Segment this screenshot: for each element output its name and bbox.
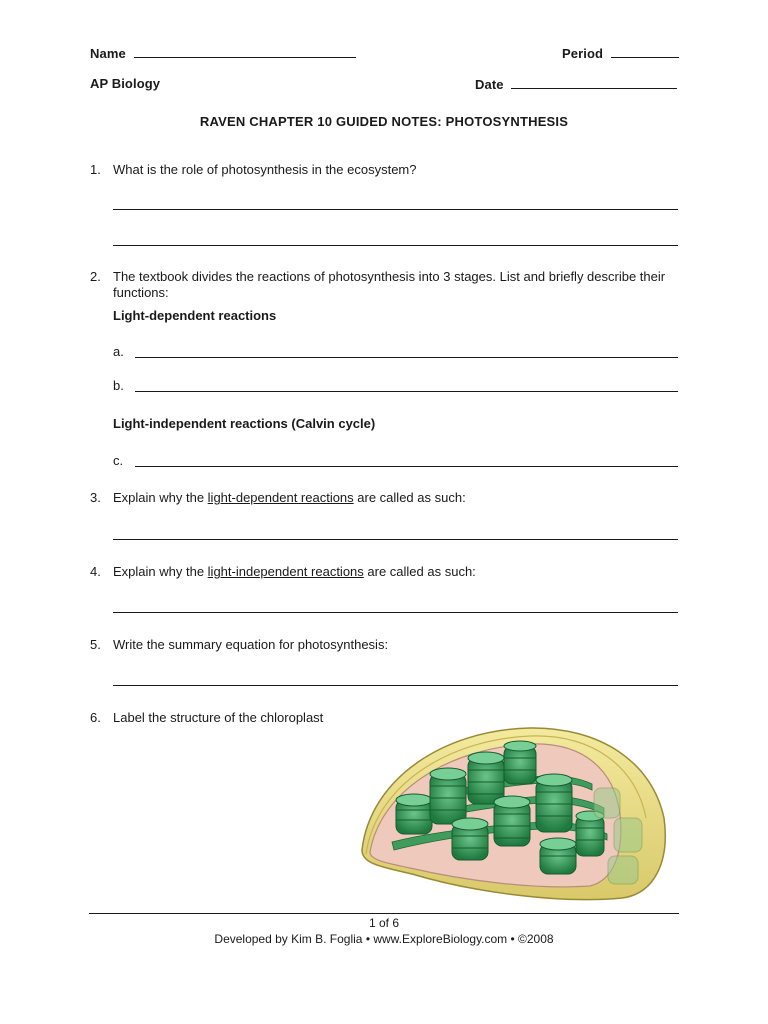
q5-answer-line[interactable] <box>113 685 678 686</box>
q4-text-post: are called as such: <box>363 564 476 579</box>
q3-text-post: are called as such: <box>353 490 466 505</box>
q3-underlined-term: light-dependent reactions <box>207 490 354 505</box>
q4-answer-line[interactable] <box>113 612 678 613</box>
footer-rule <box>89 913 679 914</box>
q1-answer-line-2[interactable] <box>113 245 678 246</box>
q1-number: 1. <box>90 162 101 177</box>
q1-answer-line-1[interactable] <box>113 209 678 210</box>
q2-item-b-line[interactable] <box>135 391 678 392</box>
q4-underlined-term: light-independent reactions <box>207 564 364 579</box>
q2-item-b-label: b. <box>113 378 124 393</box>
page-title: RAVEN CHAPTER 10 GUIDED NOTES: PHOTOSYNTHESIS <box>199 114 569 129</box>
name-blank[interactable] <box>134 45 356 58</box>
period-field <box>562 45 679 61</box>
page-number: 1 of 6 <box>368 916 400 930</box>
q2-light-dependent-heading: Light-dependent reactions <box>113 308 277 323</box>
q2-number: 2. <box>90 269 101 284</box>
period-blank[interactable] <box>611 45 679 58</box>
name-field <box>90 45 356 61</box>
q2-text: The textbook divides the reactions of photosynthesis into 3 stages. List and briefly describe their functions: <box>113 269 666 300</box>
q2-item-a-label: a. <box>113 344 124 359</box>
q4-number: 4. <box>90 564 101 579</box>
name-label: Name <box>90 46 126 61</box>
chloroplast-illustration <box>352 722 672 902</box>
date-blank[interactable] <box>511 76 677 89</box>
q3-number: 3. <box>90 490 101 505</box>
q1-text: What is the role of photosynthesis in the ecosystem? <box>113 162 417 177</box>
q5-number: 5. <box>90 637 101 652</box>
q6-text: Label the structure of the chloroplast <box>113 710 324 725</box>
q6-number: 6. <box>90 710 101 725</box>
q2-item-a-line[interactable] <box>135 357 678 358</box>
q3-answer-line[interactable] <box>113 539 678 540</box>
q4-text-pre: Explain why the <box>113 564 208 579</box>
q2-item-c-line[interactable] <box>135 466 678 467</box>
q3-text-pre: Explain why the <box>113 490 208 505</box>
q4-text <box>113 564 476 580</box>
q2-light-independent-heading: Light-independent reactions (Calvin cycle) <box>113 416 376 431</box>
date-field <box>475 76 677 92</box>
date-label: Date <box>475 77 504 92</box>
q2-item-c-label: c. <box>113 453 124 468</box>
q3-text <box>113 490 466 506</box>
period-label: Period <box>562 46 604 61</box>
course-label: AP Biology <box>90 76 161 91</box>
q5-text: Write the summary equation for photosynthesis: <box>113 637 389 652</box>
footer-credit: Developed by Kim B. Foglia • www.ExploreBiology.com • ©2008 <box>214 932 554 946</box>
